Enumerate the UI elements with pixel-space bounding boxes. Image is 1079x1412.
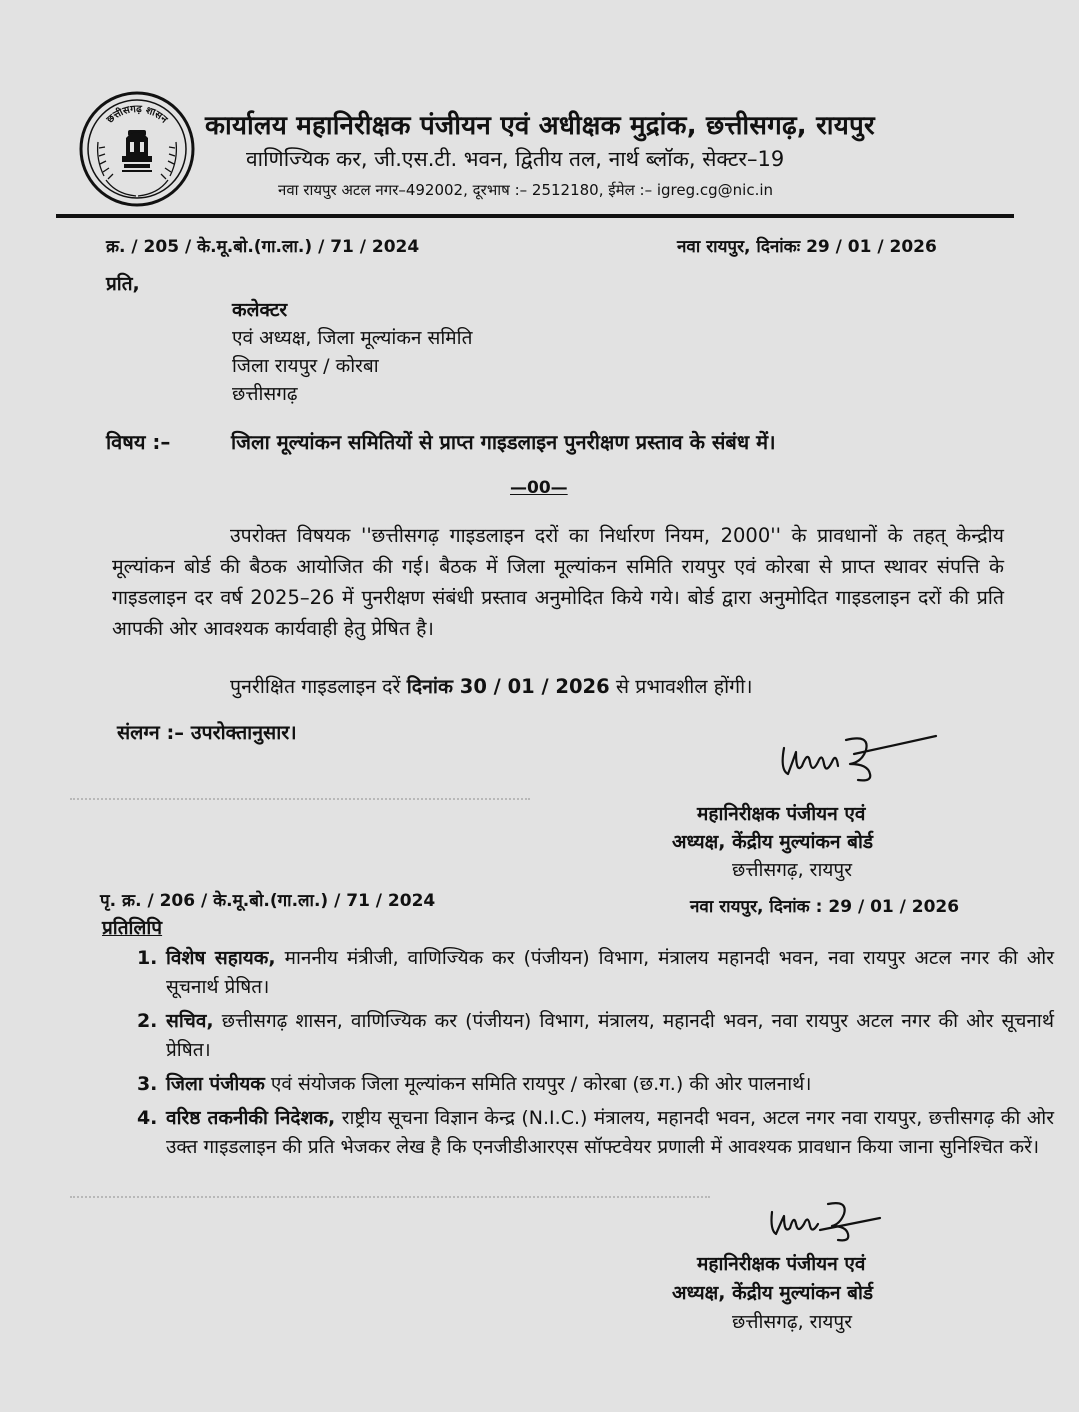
copy-item-4-text: राष्ट्रीय सूचना विज्ञान केन्द्र (N.I.C.) मंत्रालय, महानदी भवन, अटल नगर नवा रायपुर, छत्तीसगढ़ की ओर उक्त गाइडलाइन की प्रति भेजकर लेख है कि एनजीडीआरएस सॉफ्टवेयर प्रणाली में आवश्यक प्रावधान किया जाना सुनिश्चित करें। — [166, 1107, 1054, 1158]
header-rule — [56, 214, 1014, 218]
list-item — [164, 1070, 1054, 1099]
recipient-line-1: कलेक्टर — [232, 299, 288, 321]
copy-heading: प्रतिलिपि — [102, 917, 163, 939]
subject-label: विषय :– — [106, 430, 171, 454]
copy-item-3-text: एवं संयोजक जिला मूल्यांकन समिति रायपुर / कोरबा (छ.ग.) की ओर पालनार्थ। — [264, 1073, 812, 1095]
copy-reference-number: पृ. क्र. / 206 / के.मू.बो.(गा.ला.) / 71 / 2024 — [100, 891, 436, 911]
copy-signatory-title-3: छत्तीसगढ़, रायपुर — [732, 1311, 852, 1333]
office-address-line2: नवा रायपुर अटल नगर–492002, दूरभाष :– 2512180, ईमेल :– igreg.cg@nic.in — [278, 181, 774, 199]
body-paragraph: उपरोक्त विषयक ''छत्तीसगढ़ गाइडलाइन दरों का निर्धारण नियम, 2000'' के प्रावधानों के तहत् केन्द्रीय मूल्यांकन बोर्ड की बैठक आयोजित की गई। बैठक में जिला मूल्यांकन समिति रायपुर एवं कोरबा से प्राप्त स्थावर संपत्ति के गाइडलाइन दर वर्ष 2025–26 में पुनरीक्षण संबंधी प्रस्ताव अनुमोदित किये गये। बोर्ड द्वारा अनुमोदित गाइडलाइन दरों की प्रति आपकी ओर आवश्यक कार्यवाही हेतु प्रेषित है। — [112, 524, 1004, 640]
reference-number: क्र. / 205 / के.मू.बो.(गा.ला.) / 71 / 2024 — [106, 237, 420, 257]
subject-text: जिला मूल्यांकन समितियों से प्राप्त गाइडलाइन पुनरीक्षण प्रस्ताव के संबंध में। — [231, 430, 776, 454]
copy-recipient-list — [118, 944, 1054, 1167]
signatory-title-1: महानिरीक्षक पंजीयन एवं — [697, 803, 866, 825]
recipient-line-4: छत्तीसगढ़ — [232, 383, 298, 405]
signatory-title-3: छत्तीसगढ़, रायपुर — [732, 859, 852, 881]
scan-artifact-line — [70, 1196, 710, 1198]
copy-signatory-title-2: अध्यक्ष, केंद्रीय मुल्यांकन बोर्ड — [672, 1282, 874, 1304]
copy-item-2-text: छत्तीसगढ़ शासन, वाणिज्यिक कर (पंजीयन) विभाग, मंत्रालय, महानदी भवन, नवा रायपुर अटल नगर की ओर सूचनार्थ प्रेषित। — [166, 1010, 1054, 1061]
copy-item-1-title: विशेष सहायक, — [166, 947, 276, 969]
copy-item-3-title: जिला पंजीयक — [166, 1073, 265, 1095]
copy-item-4-title: वरिष्ठ तकनीकी निदेशक, — [166, 1107, 336, 1129]
copy-date: नवा रायपुर, दिनांक : 29 / 01 / 2026 — [690, 897, 960, 917]
copy-signatory-title-1: महानिरीक्षक पंजीयन एवं — [697, 1253, 866, 1275]
letter-date: नवा रायपुर, दिनांकः 29 / 01 / 2026 — [677, 237, 937, 257]
effective-date-note — [230, 672, 753, 699]
enclosure-note: संलग्न :– उपरोक्तानुसार। — [117, 721, 297, 744]
state-emblem-seal — [78, 90, 196, 208]
list-item — [164, 944, 1054, 1002]
scan-artifact-line — [70, 798, 530, 800]
copy-item-2-title: सचिव, — [166, 1010, 214, 1032]
copy-item-1-text: माननीय मंत्रीजी, वाणिज्यिक कर (पंजीयन) विभाग, मंत्रालय महानदी भवन, नवा रायपुर अटल नगर की ओर सूचनार्थ प्रेषित। — [166, 947, 1055, 998]
office-address-line1: वाणिज्यिक कर, जी.एस.टी. भवन, द्वितीय तल, नार्थ ब्लॉक, सेक्टर–19 — [246, 147, 785, 171]
recipient-line-2: एवं अध्यक्ष, जिला मूल्यांकन समिति — [232, 327, 473, 349]
list-item — [164, 1007, 1054, 1065]
signature-image — [770, 728, 940, 790]
recipient-line-3: जिला रायपुर / कोरबा — [232, 355, 379, 377]
signatory-title-2: अध्यक्ष, केंद्रीय मुल्यांकन बोर्ड — [672, 831, 874, 853]
office-title: कार्यालय महानिरीक्षक पंजीयन एवं अधीक्षक मुद्रांक, छत्तीसगढ़, रायपुर — [205, 111, 875, 141]
list-item — [164, 1104, 1054, 1162]
seal-text: छत्तीसगढ़ शासन — [104, 103, 170, 126]
effective-date: दिनांक 30 / 01 / 2026 — [406, 675, 610, 698]
svg-text:छत्तीसगढ़ शासन — [104, 104, 169, 126]
effective-note-pre: पुनरीक्षित गाइडलाइन दरें — [230, 675, 407, 698]
to-label: प्रति, — [106, 273, 140, 295]
signature-image-2 — [762, 1196, 882, 1248]
effective-note-post: से प्रभावशील होंगी। — [609, 675, 753, 698]
separator-mark: —00— — [510, 478, 568, 498]
